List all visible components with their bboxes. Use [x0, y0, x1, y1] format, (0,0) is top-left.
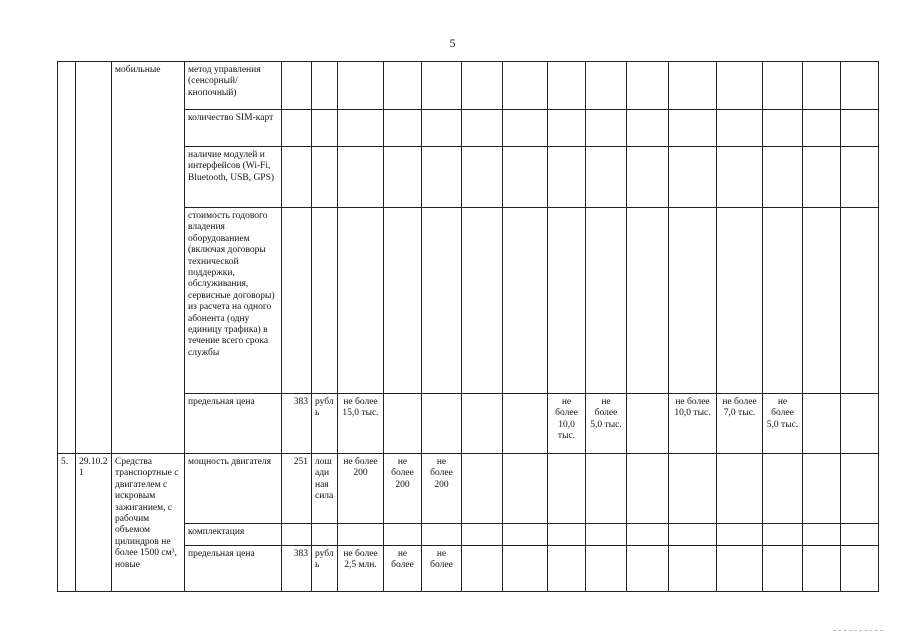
page-number: 5 [449, 36, 456, 50]
section-name-cell: мобильные [112, 62, 185, 454]
value-cell: не более 15,0 тыс. [338, 394, 384, 454]
characteristic-cell: количество SIM-карт [185, 110, 282, 147]
characteristic-cell: мощность двигателя [185, 454, 282, 524]
table-row [58, 62, 879, 110]
unit-name-cell: лошадиная сила [312, 454, 338, 524]
row-number-cell [58, 62, 76, 454]
value-cell: не более 200 [338, 454, 384, 524]
okpd-code-cell: 29.10.21 [76, 454, 112, 592]
characteristic-cell: предельная цена [185, 394, 282, 454]
value-cell: не более 5,0 тыс. [763, 394, 803, 454]
unit-code-cell: 251 [282, 454, 312, 524]
scan-artifact [833, 630, 883, 632]
value-cell: не более 2,5 млн. [338, 546, 384, 592]
value-cell: не более 5,0 тыс. [586, 394, 627, 454]
row-number-cell: 5. [58, 454, 76, 592]
unit-code-cell: 383 [282, 546, 312, 592]
section-name-cell: Средства транспортные с двигателем с искровым зажиганием, с рабочим объемом цилиндров не более 1500 см³, новые [112, 454, 185, 592]
characteristic-cell: стоимость годового владения оборудованием (включая договоры технической поддержки, обслуживания, сервисные договоры) из расчета на одного абонента (одну единицу трафика) в течение всего срока службы [185, 208, 282, 394]
characteristic-cell: метод управления (сенсорный/кнопочный) [185, 62, 282, 110]
unit-name-cell: рубль [312, 394, 338, 454]
requirements-table [57, 61, 879, 592]
table-row [58, 454, 879, 524]
value-cell: не более 7,0 тыс. [717, 394, 763, 454]
value-cell: не более [422, 546, 462, 592]
value-cell: не более 200 [422, 454, 462, 524]
unit-code-cell: 383 [282, 394, 312, 454]
okpd-code-cell [76, 62, 112, 454]
value-cell: не более 10,0 тыс. [669, 394, 717, 454]
value-cell: не более 200 [384, 454, 422, 524]
value-cell: не более [384, 546, 422, 592]
characteristic-cell: комплектация [185, 524, 282, 546]
value-cell: не более 10,0 тыс. [548, 394, 586, 454]
characteristic-cell: наличие модулей и интерфейсов (Wi-Fi, Bluetooth, USB, GPS) [185, 147, 282, 208]
characteristic-cell: предельная цена [185, 546, 282, 592]
unit-name-cell: рубль [312, 546, 338, 592]
